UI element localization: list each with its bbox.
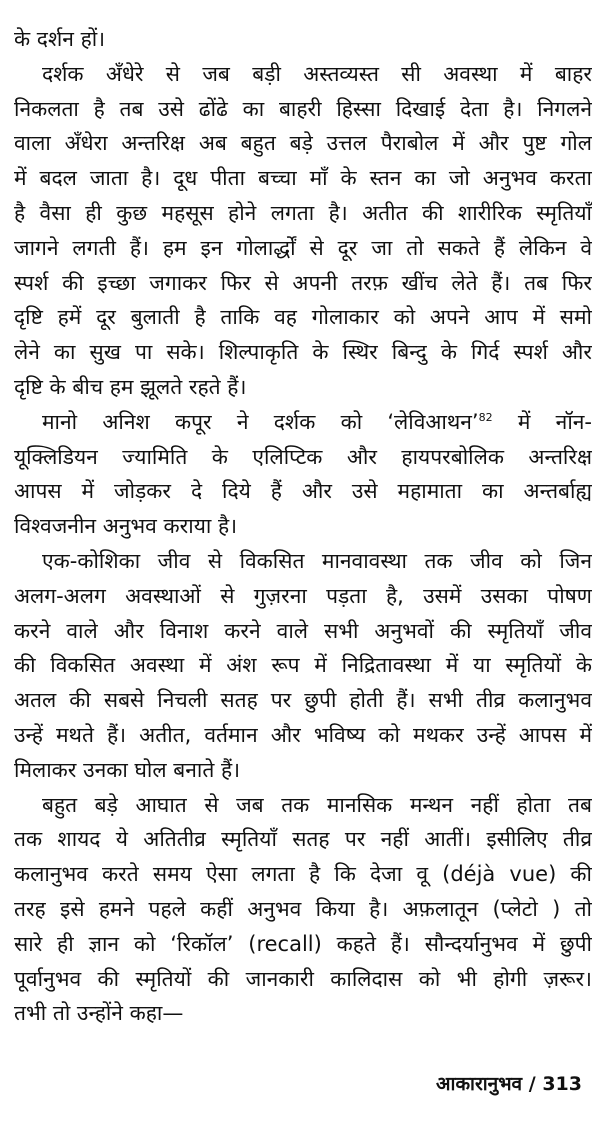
text-line: वाला अँधेरा अन्तरिक्ष अब बहुत बड़े उत्तल पैराबोल में और पुष्ट गोल bbox=[14, 131, 592, 156]
footnote-reference: 82 bbox=[478, 410, 493, 424]
text-line: करने वाले और विनाश करने वाले सभी अनुभवों की स्मृतियाँ जीव bbox=[14, 618, 592, 643]
paragraph-leviathan bbox=[14, 405, 592, 544]
text-line: में बदल जाता है। दूध पीता बच्चा माँ के स्तन का जो अनुभव करता bbox=[14, 166, 592, 191]
text-line: बहुत बड़े आघात से जब तक मानसिक मन्थन नहीं होता तब bbox=[42, 792, 592, 817]
text-line: एक-कोशिका जीव से विकसित मानवावस्था तक जीव को जिन bbox=[42, 548, 592, 573]
text-line: सारे ही ज्ञान को ‘रिकॉल’ (recall) कहते हैं। सौन्दर्यानुभव में छुपी bbox=[14, 931, 592, 956]
page-number: 313 bbox=[542, 1073, 582, 1095]
text-line: कलानुभव करते समय ऐसा लगता है कि देजा वू (déjà vue) की bbox=[14, 862, 592, 887]
text-line: जागने लगती हैं। हम इन गोलार्द्धों से दूर जा तो सकते हैं लेकिन वे bbox=[14, 235, 592, 260]
paragraph-continuation bbox=[14, 22, 592, 57]
text-line: है वैसा ही कुछ महसूस होने लगता है। अतीत की शारीरिक स्मृतियाँ bbox=[14, 200, 592, 225]
text-line: तरह इसे हमने पहले कहीं अनुभव किया है। अफ़लातून (प्लेटो ) तो bbox=[14, 896, 592, 921]
footer-separator: / bbox=[528, 1073, 536, 1095]
text-line: विश्वजनीन अनुभव कराया है। bbox=[14, 514, 238, 539]
text-line: मिलाकर उनका घोल बनाते हैं। bbox=[14, 757, 241, 782]
text-line: यूक्लिडियन ज्यामिति के एलिप्टिक और हायपरबोलिक अन्तरिक्ष bbox=[14, 444, 592, 469]
text-line: दृष्टि हमें दूर बुलाती है ताकि वह गोलाकार को अपने आप में समो bbox=[14, 305, 592, 330]
page-footer bbox=[436, 1070, 582, 1098]
paragraph-viewer-darkness bbox=[14, 57, 592, 405]
text-line: अतल की सबसे निचली सतह पर छुपी होती हैं। सभी तीव्र कलानुभव bbox=[14, 688, 592, 713]
text-line: दर्शक अँधेरे से जब बड़ी अस्तव्यस्त सी अवस्था में बाहर bbox=[42, 61, 592, 86]
text-line: लेने का सुख पा सके। शिल्पाकृति के स्थिर बिन्दु के गिर्द स्पर्श और bbox=[14, 340, 592, 365]
text-line: निकलता है तब उसे ढोंढे का बाहरी हिस्सा दिखाई देता है। निगलने bbox=[14, 96, 592, 121]
text-line: की विकसित अवस्था में अंश रूप में निद्रितावस्था में या स्मृतियों के bbox=[14, 653, 592, 678]
text-line: तभी तो उन्होंने कहा— bbox=[14, 1001, 184, 1026]
text-line: के दर्शन हों। bbox=[14, 27, 106, 51]
page-body-text bbox=[14, 22, 592, 1031]
text-segment: मानो अनिश कपूर ने दर्शक को ‘लेविआथन’ bbox=[42, 409, 479, 434]
text-line: पूर्वानुभव की स्मृतियों की जानकारी कालिदास को भी होगी ज़रूर। bbox=[14, 966, 592, 991]
paragraph-recall bbox=[14, 788, 592, 1032]
text-line: दृष्टि के बीच हम झूलते रहते हैं। bbox=[14, 374, 247, 399]
text-line: उन्हें मथते हैं। अतीत, वर्तमान और भविष्य को मथकर उन्हें आपस में bbox=[14, 722, 592, 747]
text-line bbox=[14, 405, 592, 440]
text-segment: में नॉन- bbox=[492, 409, 592, 434]
paragraph-single-cell bbox=[14, 544, 592, 788]
text-line: तक शायद ये अतितीव्र स्मृतियाँ सतह पर नहीं आतीं। इसीलिए तीव्र bbox=[14, 827, 592, 852]
text-line: आपस में जोड़कर दे दिये हैं और उसे महामाता का अन्तर्बाह्य bbox=[14, 479, 592, 504]
text-line: स्पर्श की इच्छा जगाकर फिर से अपनी तरफ़ खींच लेते हैं। तब फिर bbox=[14, 270, 592, 295]
running-title: आकारानुभव bbox=[436, 1073, 523, 1095]
text-line: अलग-अलग अवस्थाओं से गुज़रना पड़ता है, उसमें उसका पोषण bbox=[14, 583, 592, 608]
